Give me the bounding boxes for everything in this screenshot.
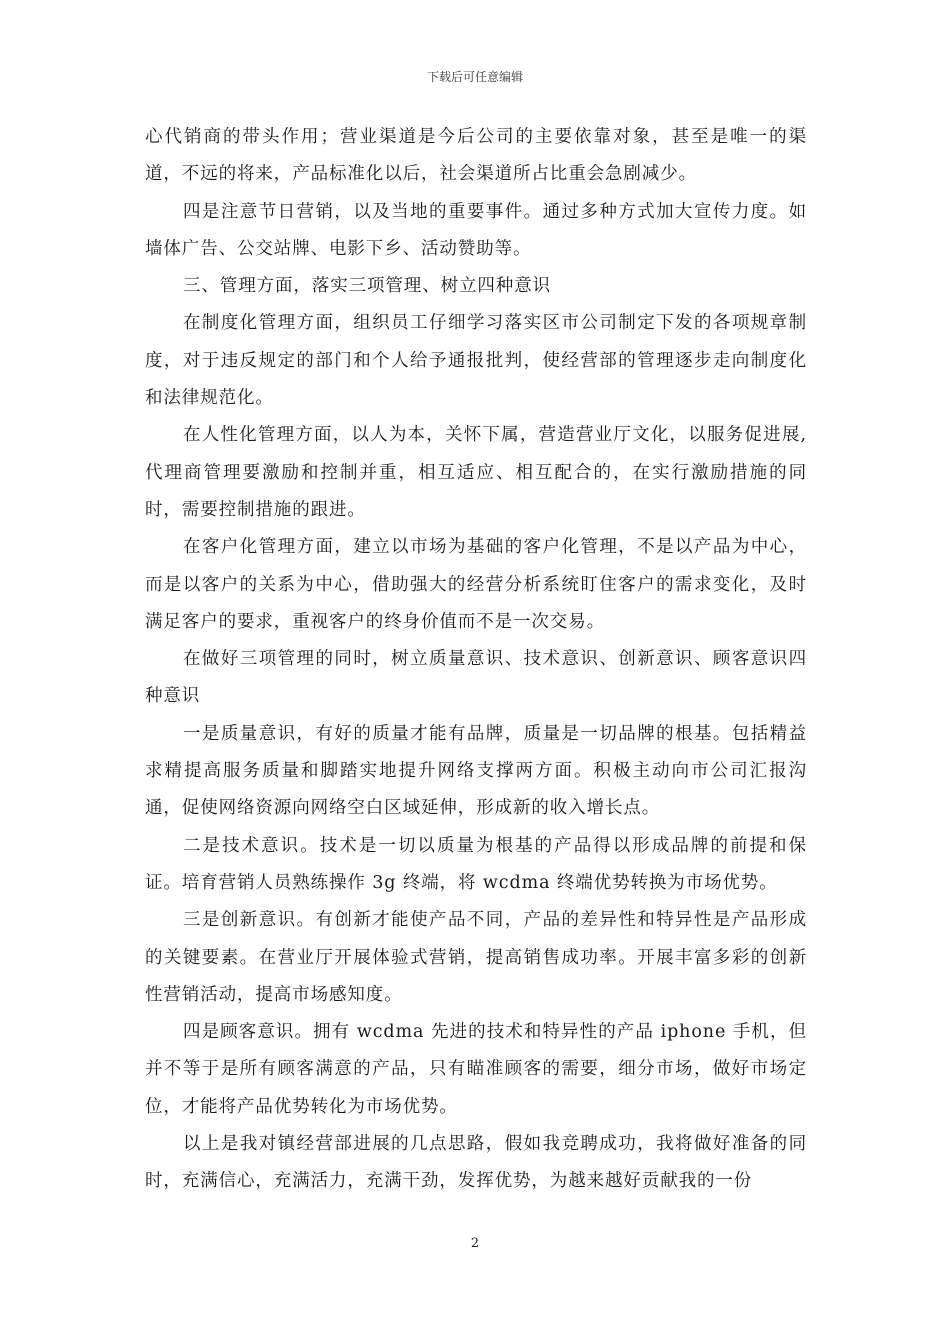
- paragraph: 一是质量意识，有好的质量才能有品牌，质量是一切品牌的根基。包括精益求精提高服务质量和脚踏实地提升网络支撑两方面。积极主动向市公司汇报沟通，促使网络资源向网络空白区域延伸，形成新的收入增长点。: [145, 723, 807, 819]
- paragraph: 在客户化管理方面，建立以市场为基础的客户化管理，不是以产品为中心，而是以客户的关系为中心，借助强大的经营分析系统盯住客户的需求变化，及时满足客户的要求，重视客户的终身价值而不是一次交易。: [145, 537, 807, 632]
- page-header: 下载后可任意编辑: [426, 70, 523, 84]
- page-number: 2: [470, 1236, 480, 1251]
- paragraph: 心代销商的带头作用；营业渠道是今后公司的主要依靠对象，甚至是唯一的渠道，不远的将来，产品标准化以后，社会渠道所占比重会急剧减少。: [145, 127, 807, 185]
- paragraph: 在制度化管理方面，组织员工仔细学习落实区市公司制定下发的各项规章制度，对于违反规定的部门和个人给予通报批判，使经营部的管理逐步走向制度化和法律规范化。: [145, 313, 807, 409]
- paragraph: 以上是我对镇经营部进展的几点思路，假如我竞聘成功，我将做好准备的同时，充满信心，充满活力，充满干劲，发挥优势，为越来越好贡献我的一份: [145, 1134, 807, 1192]
- paragraph: 四是顾客意识。拥有 wcdma 先进的技术和特异性的产品 iphone 手机，但并不等于是所有顾客满意的产品，只有瞄准顾客的需要，细分市场，做好市场定位，才能将产品优势转化为市场优势。: [145, 1022, 807, 1117]
- section-heading: 三、管理方面，落实三项管理、树立四种意识: [183, 276, 551, 297]
- paragraph: 二是技术意识。技术是一切以质量为根基的产品得以形成品牌的前提和保证。培育营销人员熟练操作 3g 终端，将 wcdma 终端优势转换为市场优势。: [145, 835, 807, 893]
- paragraph: 四是注意节日营销，以及当地的重要事件。通过多种方式加大宣传力度。如墙体广告、公交站牌、电影下乡、活动赞助等。: [145, 201, 807, 259]
- paragraph: 在做好三项管理的同时，树立质量意识、技术意识、创新意识、顾客意识四种意识: [145, 649, 807, 707]
- paragraph: 在人性化管理方面，以人为本，关怀下属，营造营业厅文化，以服务促进展,代理商管理要激励和控制并重，相互适应、相互配合的，在实行激励措施的同时，需要控制措施的跟进。: [145, 425, 807, 520]
- document-body: [145, 119, 807, 1201]
- paragraph: 三是创新意识。有创新才能使产品不同，产品的差异性和特异性是产品形成的关键要素。在营业厅开展体验式营销，提高销售成功率。开展丰富多彩的创新性营销活动，提高市场感知度。: [145, 910, 807, 1005]
